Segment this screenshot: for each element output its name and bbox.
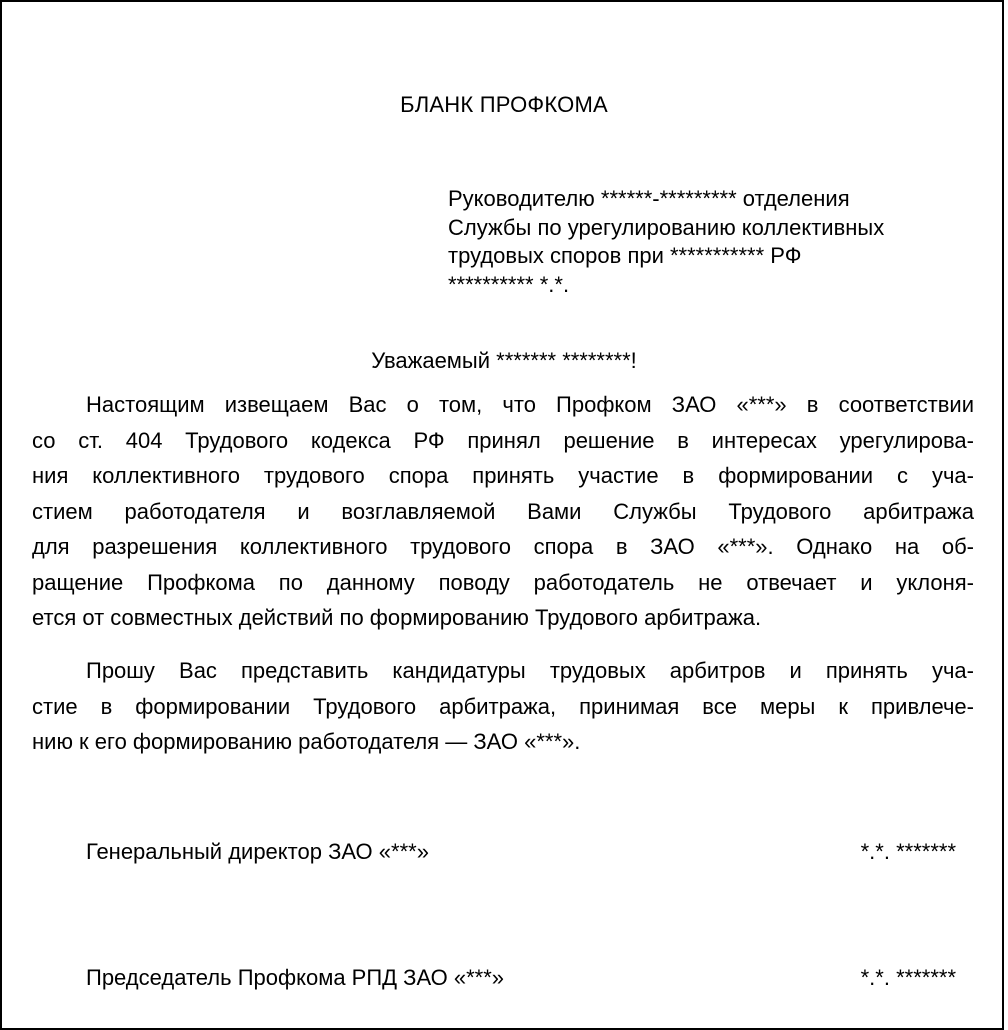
addressee-line: ********** *.*. bbox=[448, 271, 570, 297]
paragraph-line: стие в формировании Трудового арбитража, принимая все меры к привлече- bbox=[32, 693, 974, 719]
salutation: Уважаемый ******* ********! bbox=[371, 348, 637, 373]
addressee-line: трудовых споров при *********** РФ bbox=[448, 243, 802, 268]
paragraph-line: ращение Профкома по данному поводу работодатель не отвечает и уклоня- bbox=[32, 569, 974, 595]
paragraph-line: стием работодателя и возглавляемой Вами Службы Трудового арбитража bbox=[32, 498, 974, 524]
addressee-block bbox=[448, 185, 988, 299]
letterhead-title: БЛАНК ПРОФКОМА bbox=[400, 92, 608, 117]
addressee-line: Службы по урегулированию коллективных bbox=[448, 214, 885, 240]
paragraph-line: Прошу Вас представить кандидатуры трудовых арбитров и принять уча- bbox=[86, 658, 974, 683]
body-paragraph-request bbox=[32, 653, 974, 760]
signature-role: Генеральный директор ЗАО «***» bbox=[86, 839, 429, 864]
paragraph-line: для разрешения коллективного трудового спора в ЗАО «***». Однако на об- bbox=[32, 534, 974, 559]
signature-name: *.*. ******* bbox=[860, 839, 956, 864]
paragraph-line: Настоящим извещаем Вас о том, что Профком ЗАО «***» в соответствии bbox=[86, 392, 974, 417]
signature-name: *.*. ******* bbox=[860, 965, 956, 990]
paragraph-line: ния коллективного трудового спора принять участие в формировании с уча- bbox=[32, 463, 974, 488]
paragraph-line: нию к его формированию работодателя — ЗАО «***». bbox=[32, 729, 581, 754]
body-paragraph-notice bbox=[32, 387, 974, 636]
paragraph-line: со ст. 404 Трудового кодекса РФ принял решение в интересах урегулирова- bbox=[32, 427, 974, 453]
addressee-line: Руководителю ******-********* отделения bbox=[448, 186, 850, 211]
paragraph-line: ется от совместных действий по формированию Трудового арбитража. bbox=[32, 605, 762, 630]
signature-role: Председатель Профкома РПД ЗАО «***» bbox=[86, 965, 505, 990]
